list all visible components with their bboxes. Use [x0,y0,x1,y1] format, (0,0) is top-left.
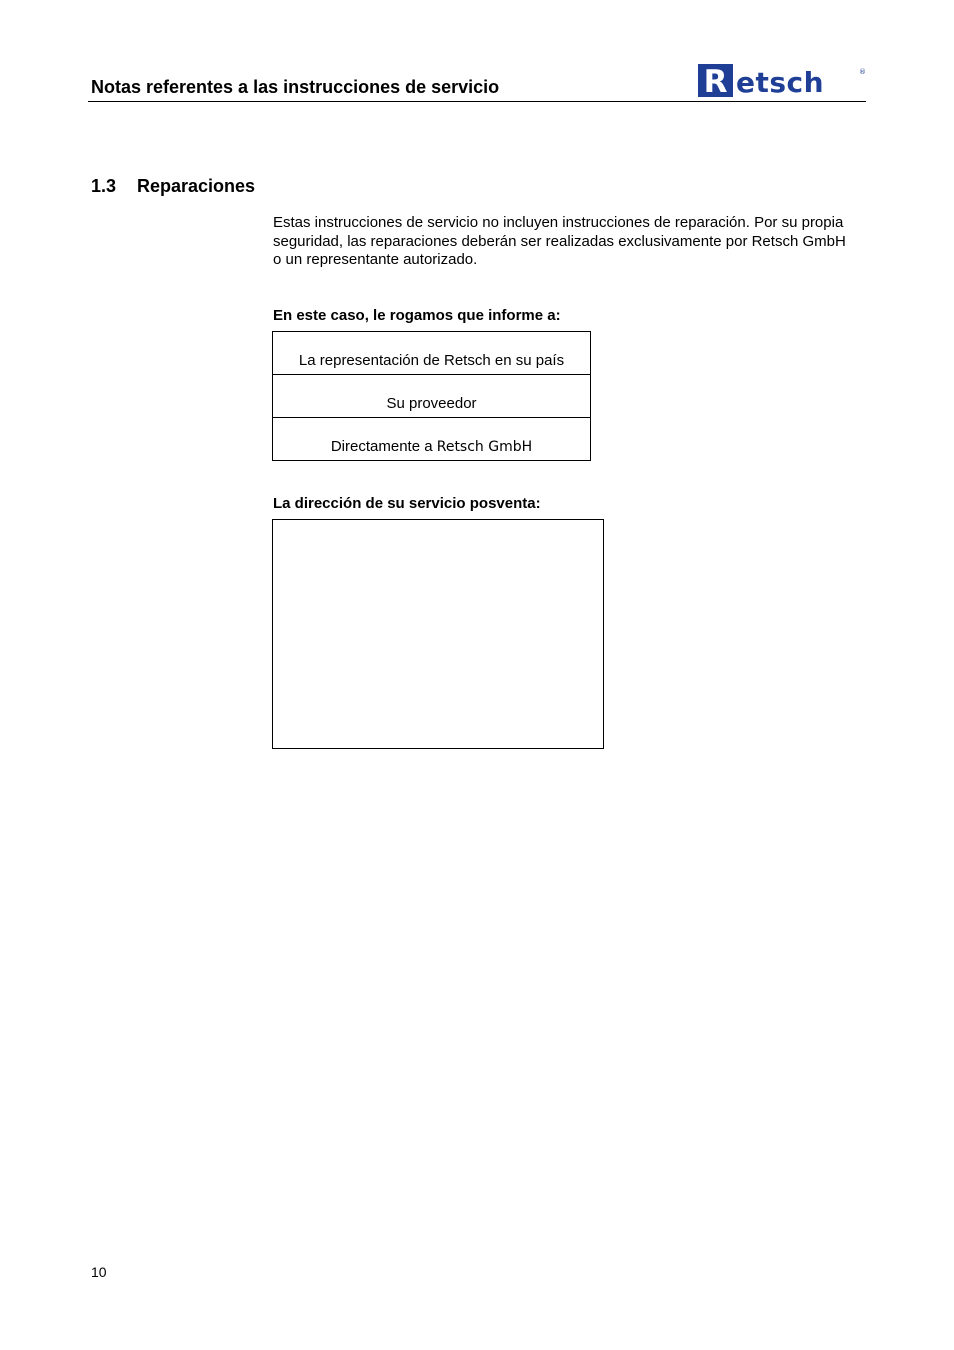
intro-paragraph: Estas instrucciones de servicio no incluyen instrucciones de reparación. Por su propia seguridad, las reparaciones deberán ser realizadas exclusivamente por Retsch GmbH o un representante autorizado. [273,214,846,268]
contact-option-label: Directamente a [330,438,437,455]
section-heading [91,176,255,197]
contact-table [272,331,591,461]
svg-text:etsch: etsch [736,66,825,98]
address-box [272,519,604,749]
inform-label: En este caso, le rogamos que informe a: [273,307,561,324]
contact-option-company: Retsch GmbH [436,439,533,455]
contact-option-label: La representación de Retsch en su país [298,352,565,369]
header-title: Notas referentes a las instrucciones de servicio [91,77,500,97]
header-rule [88,101,866,102]
section-number: 1.3 [91,176,117,196]
contact-option-representation [273,332,590,374]
contact-option-label: Su proveedor [386,395,477,412]
section-title: Reparaciones [137,176,256,196]
contact-option-supplier [273,374,590,417]
svg-text:®: ® [859,68,866,76]
page-number: 10 [91,1264,107,1280]
svg-text:R: R [703,64,728,98]
address-label: La dirección de su servicio posventa: [273,495,541,512]
retsch-logo [697,62,867,98]
contact-option-direct [273,417,590,460]
